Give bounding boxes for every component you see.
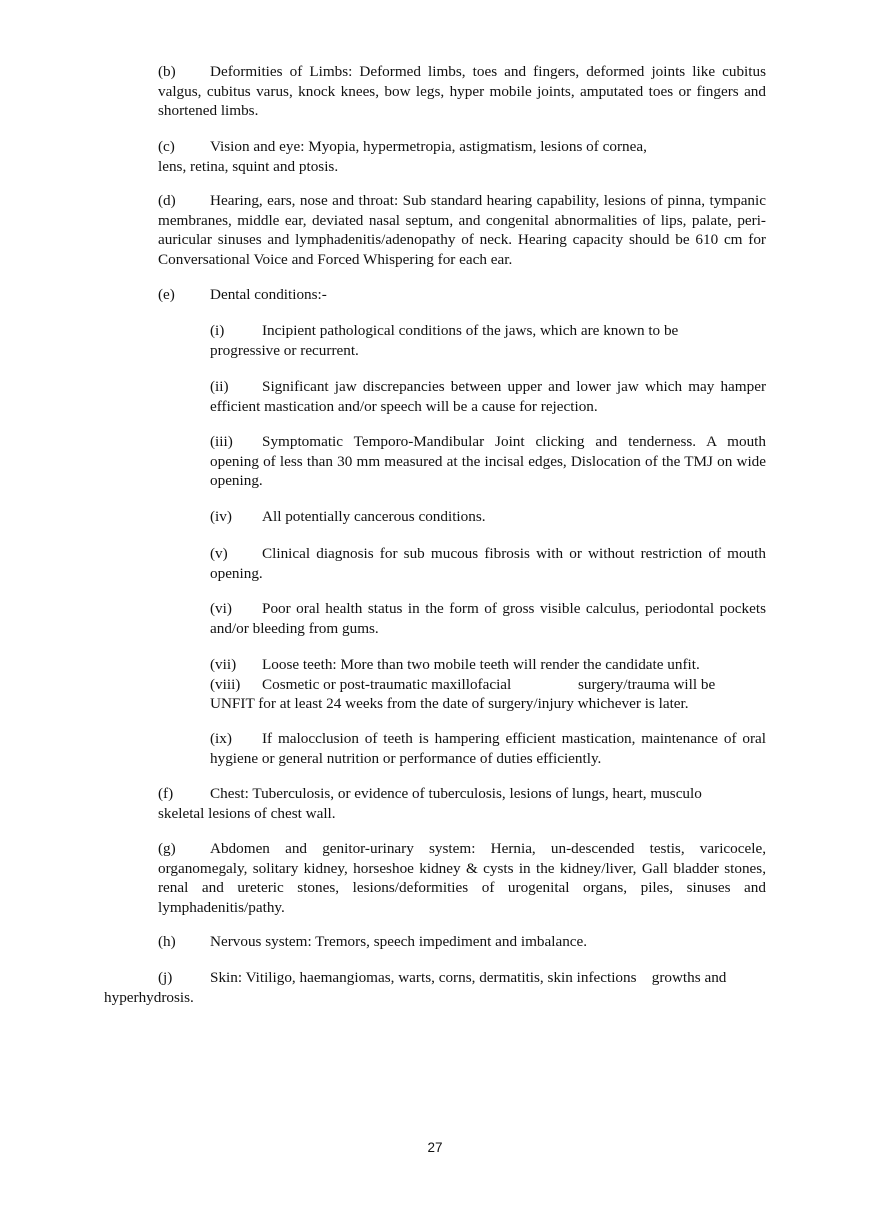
dental-i bbox=[210, 321, 766, 360]
dental-ix bbox=[210, 729, 766, 768]
dental-i-text: Incipient pathological conditions of the jaws, which are known to be bbox=[262, 322, 679, 339]
item-h-label: (h) bbox=[158, 933, 176, 950]
item-c-line2: lens, retina, squint and ptosis. bbox=[158, 157, 339, 175]
dental-ii-label: (ii) bbox=[210, 378, 229, 395]
dental-vii-label: (vii) bbox=[210, 656, 237, 673]
item-e-text: Dental conditions:- bbox=[210, 286, 327, 303]
dental-iii-label: (iii) bbox=[210, 433, 233, 450]
dental-iii bbox=[210, 432, 766, 491]
dental-viii-text: Cosmetic or post-traumatic maxillofacial bbox=[262, 675, 512, 693]
dental-vi-text: Poor oral health status in the form of gross visible calculus, periodontal pockets and/or bleeding from gums. bbox=[210, 600, 766, 637]
item-h bbox=[158, 932, 766, 952]
item-f-line1: Chest: Tuberculosis, or evidence of tuberculosis, lesions of lungs, heart, musculo bbox=[210, 785, 702, 802]
dental-v-text: Clinical diagnosis for sub mucous fibrosis with or without restriction of mouth opening. bbox=[210, 545, 766, 582]
item-h-text: Nervous system: Tremors, speech impediment and imbalance. bbox=[210, 933, 588, 950]
page-number: 27 bbox=[427, 1140, 443, 1155]
dental-v-label: (v) bbox=[210, 545, 228, 562]
dental-viii-label: (viii) bbox=[210, 675, 241, 693]
item-j bbox=[104, 968, 766, 1007]
dental-viii-line2: UNFIT for at least 24 weeks from the date of surgery/injury whichever is later. bbox=[210, 695, 689, 712]
dental-vi bbox=[210, 599, 766, 638]
item-d bbox=[158, 191, 766, 269]
item-b-text: Deformities of Limbs: Deformed limbs, toes and fingers, deformed joints like cubitus valgus, cubitus varus, knock knees, bow legs, hyper mobile joints, amputated toes or fingers and shortened limbs. bbox=[158, 63, 766, 119]
dental-iv bbox=[210, 507, 766, 527]
dental-i-line2: progressive or recurrent. bbox=[210, 341, 359, 359]
item-g bbox=[158, 839, 766, 917]
dental-viii-text-b: surgery/trauma will be bbox=[578, 675, 716, 693]
dental-ix-text: If malocclusion of teeth is hampering efficient mastication, maintenance of oral hygiene or general nutrition or performance of duties efficiently. bbox=[210, 730, 766, 767]
dental-vi-label: (vi) bbox=[210, 600, 232, 617]
item-e-label: (e) bbox=[158, 286, 175, 303]
item-f bbox=[158, 784, 766, 823]
item-c bbox=[158, 137, 766, 176]
dental-ii bbox=[210, 377, 766, 416]
item-d-label: (d) bbox=[158, 192, 176, 209]
item-b bbox=[158, 62, 766, 121]
item-j-label: (j) bbox=[158, 969, 173, 986]
item-d-text: Hearing, ears, nose and throat: Sub standard hearing capability, lesions of pinna, tympanic membranes, middle ear, deviated nasal septum, and congenital abnormalities of lips, palate, peri-auricular sinuses and lymphadenitis/adenopathy of neck. Hearing capacity should be 610 cm for Conversational Voice and Forced Whispering for each ear. bbox=[158, 192, 766, 268]
item-f-label: (f) bbox=[158, 785, 174, 802]
item-b-label: (b) bbox=[158, 63, 176, 80]
dental-iv-text: All potentially cancerous conditions. bbox=[262, 508, 486, 525]
dental-vii-text: Loose teeth: More than two mobile teeth will render the candidate unfit. bbox=[262, 656, 700, 673]
item-g-text: Abdomen and genitor-urinary system: Hernia, un-descended testis, varicocele, organomegaly, solitary kidney, horseshoe kidney & cysts in the kidney/liver, Gall bladder stones, renal and ureteric stones, lesions/deformities of urogenital organs, piles, sinuses and lymphadenitis/pathy. bbox=[158, 840, 766, 916]
item-j-text: Skin: Vitiligo, haemangiomas, warts, corns, dermatitis, skin infections growths and bbox=[210, 969, 727, 986]
item-j-line2: hyperhydrosis. bbox=[104, 988, 194, 1006]
dental-viii bbox=[210, 675, 766, 695]
dental-iv-label: (iv) bbox=[210, 508, 232, 525]
dental-v bbox=[210, 544, 766, 583]
item-f-line2: skeletal lesions of chest wall. bbox=[158, 804, 336, 822]
dental-vii-viii bbox=[210, 655, 766, 714]
item-g-label: (g) bbox=[158, 840, 176, 857]
dental-ii-text: Significant jaw discrepancies between upper and lower jaw which may hamper efficient mastication and/or speech will be a cause for rejection. bbox=[210, 378, 766, 415]
item-c-label: (c) bbox=[158, 138, 175, 155]
dental-vii bbox=[210, 655, 766, 675]
dental-iii-text: Symptomatic Temporo-Mandibular Joint clicking and tenderness. A mouth opening of less than 30 mm measured at the incisal edges, Dislocation of the TMJ on wide opening. bbox=[210, 433, 766, 489]
dental-i-label: (i) bbox=[210, 322, 225, 339]
dental-ix-label: (ix) bbox=[210, 730, 232, 747]
item-e bbox=[158, 285, 766, 305]
item-c-line1: Vision and eye: Myopia, hypermetropia, astigmatism, lesions of cornea, bbox=[210, 138, 647, 155]
